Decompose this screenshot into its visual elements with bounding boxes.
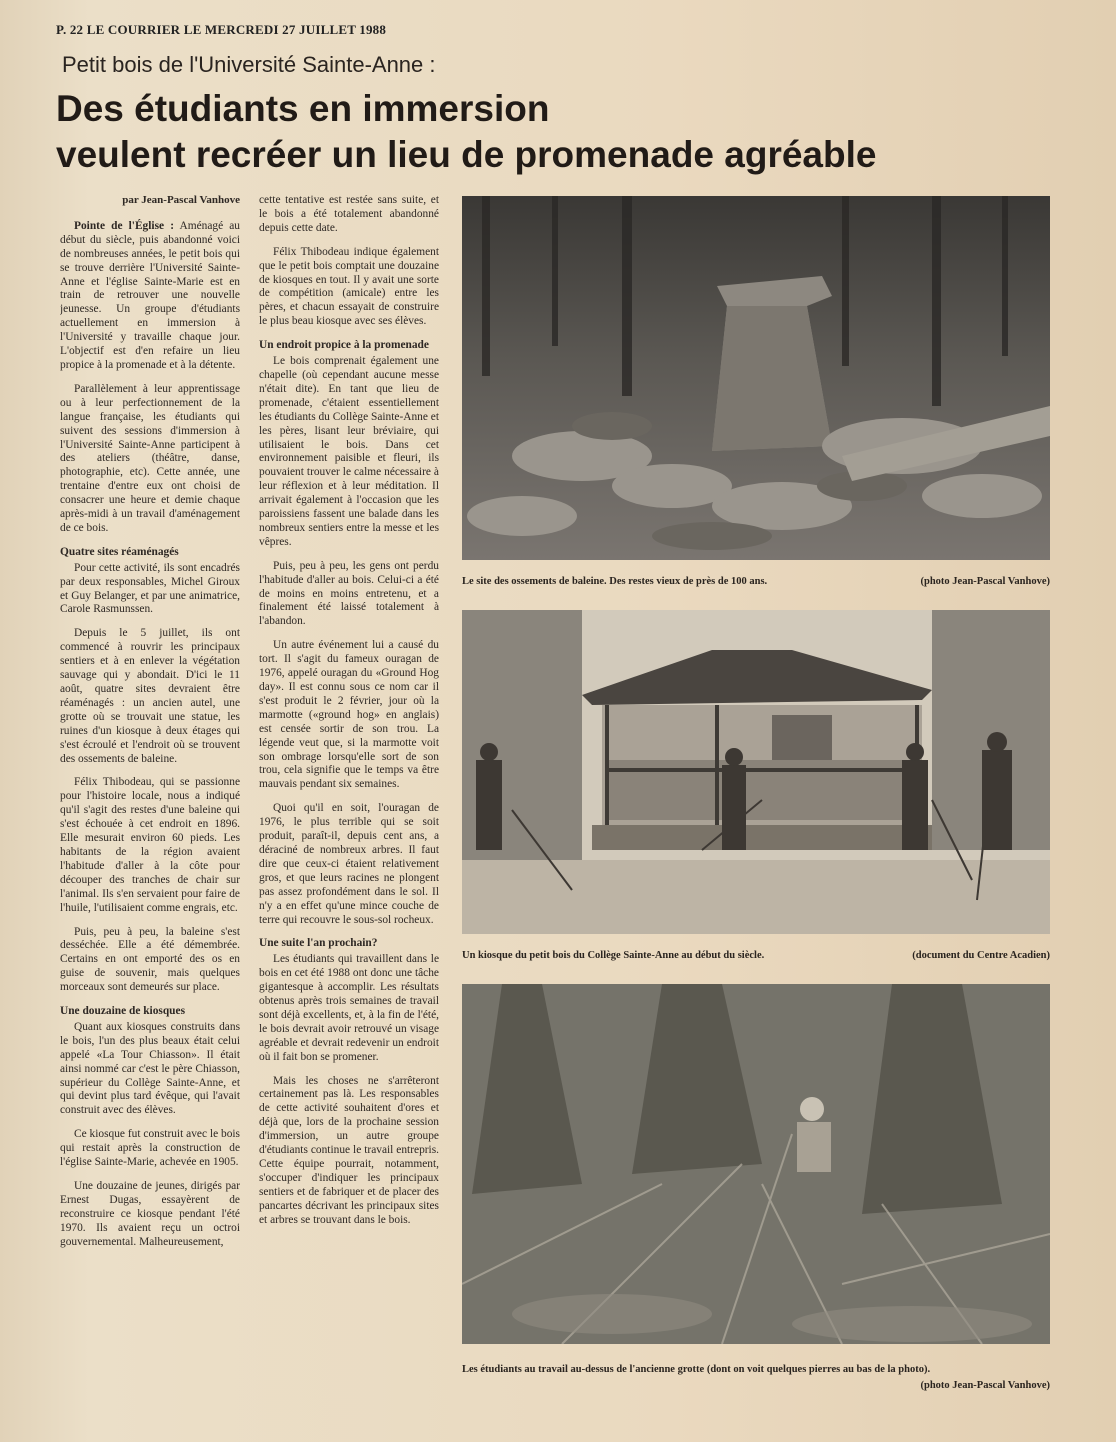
paragraph: Mais les choses ne s'arrêteront certainement pas là. Les responsables de cette activité souhaitent d'ores et déjà que, lors de la prochaine session d'immersion, un autre groupe d'étudiants continue le travail entrepris. Cette équipe pourrait, notamment, s'occuper d'indiquer les principaux sentiers et de fabriquer et de placer des pancartes décrivant les principaux sites et arbres se trouvant dans le bois. — [259, 1074, 439, 1226]
byline: par Jean-Pascal Vanhove — [122, 194, 240, 206]
subhead: Une suite l'an prochain? — [259, 937, 378, 950]
paragraph: Puis, peu à peu, la baleine s'est desséchée. Elle a été démembrée. Certains en ont emporté des os en guise de souvenir, mais quelques morceaux sont demeurés sur place. — [60, 925, 240, 994]
subhead: Quatre sites réaménagés — [60, 545, 179, 558]
paragraph: Ce kiosque fut construit avec le bois qui restait après la construction de l'église Sainte-Marie, achevée en 1905. — [60, 1128, 240, 1169]
photo-whale-bones — [462, 196, 1050, 560]
headline — [56, 86, 1056, 178]
paragraph: Parallèlement à leur apprentissage ou à leur perfectionnement de la langue française, les étudiants qui suivent des sessions d'immersion à l'Université Sainte-Anne participent à des ateliers (théâtre, danse, photographie, etc). Cette année, une trentaine d'entre eux ont choisi de consacrer une heure et demie chaque après-midi à un travail d'aménagement de ce bois. — [60, 382, 240, 534]
caption-text: Les étudiants au travail au-dessus de l'ancienne grotte (dont on voit quelques pierres au bas de la photo). — [462, 1364, 931, 1375]
photo-kiosk — [462, 610, 1050, 934]
subhead: Une douzaine de kiosques — [60, 1005, 186, 1018]
paragraph: Félix Thibodeau indique également que le petit bois comptait une douzaine de kiosques en tout. Il y avait une sorte de compétition (amicale) entre les pères, et chacun essayait de construire le plus beau kiosque avec ses élèves. — [259, 245, 439, 328]
headline-line-1: Des étudiants en immersion — [56, 88, 550, 129]
lead-paragraph: Pointe de l'Église : Aménagé au début du siècle, puis abandonné voici de nombreuses années, le petit bois qui se trouve derrière l'Université Sainte-Anne et l'église Sainte-Marie est en train de retrouver une nouvelle jeunesse. Un groupe d'étudiants actuellement en immersion à l'Université y travaille chaque jour. L'objectif est d'en refaire un lieu propice à la promenade et à la détente. — [60, 219, 240, 371]
paragraph: Le bois comprenait également une chapelle (où cependant aucune messe n'était dite). En tant que lieu de promenade, c'étaient essentiellement les étudiants du Collège Sainte-Anne et les pères, lisant leur bréviaire, qui utilisaient le bois. Dans cet environnement paisible et fleuri, ils pouvaient trouver le calme nécessaire à leur réflexion et à leur méditation. Il arrivait également à l'occasion que les paroissiens fassent une balade dans les nombreux sentiers entre la messe et les vêpres. — [259, 355, 439, 548]
paragraph: Une douzaine de jeunes, dirigés par Ernest Dugas, essayèrent de reconstruire ce kiosque pendant l'été 1970. Ils avaient reçu un octroi gouvernemental. Malheureusement, — [60, 1180, 240, 1248]
photo-caption — [462, 576, 1050, 587]
photo-caption — [462, 950, 1050, 961]
article-column-1 — [60, 194, 240, 1394]
paragraph: Quoi qu'il en soit, l'ouragan de 1976, le plus terrible qui se soit produit, paraît-il, depuis cent ans, a déraciné de nombreux arbres. Il faut dire que ceux-ci étaient relativement gros, et que leurs racines ne plongent pas assez profondément dans le sol. Il n'y a en effet qu'une mince couche de terre qui recouvre le sous-sol rocheux. — [259, 802, 439, 926]
article-column-2 — [259, 194, 439, 1394]
masthead: P. 22 LE COURRIER LE MERCREDI 27 JUILLET 1988 — [56, 22, 387, 37]
photo-credit: (photo Jean-Pascal Vanhove) — [920, 1380, 1050, 1391]
dateline: Pointe de l'Église : — [74, 219, 174, 232]
paragraph: cette tentative est restée sans suite, et le bois a été totalement abandonné depuis cette date. — [259, 194, 439, 234]
paragraph: Pour cette activité, ils sont encadrés par deux responsables, Michel Giroux et Guy Belanger, et par une animatrice, Carole Rasmunssen. — [60, 561, 240, 616]
paragraph: Les étudiants qui travaillent dans le bois en cet été 1988 ont donc une tâche gigantesque à accomplir. Les résultats obtenus après trois semaines de travail sont déjà excellents, et, à la fin de l'été, le bois devrait avoir retrouvé un visage agréable et devrait redevenir un endroit où il fait bon se promener. — [259, 953, 439, 1063]
subhead: Un endroit propice à la promenade — [259, 339, 429, 352]
photo-caption — [462, 1364, 1050, 1391]
paragraph: Un autre événement lui a causé du tort. Il s'agit du fameux ouragan de 1976, appelé ouragan du «Ground Hog day». Il est connu sous ce nom car il s'est produit le 2 février, jour où la marmotte («ground hog» en anglais) est censée sortir de son trou. La légende veut que, si la marmotte voit son ombrage lorsqu'elle sort de son trou, cela signifie que le temps va être mauvais pendant six semaines. — [259, 639, 439, 791]
caption-text: Un kiosque du petit bois du Collège Sainte-Anne au début du siècle. — [462, 950, 765, 961]
headline-line-2: veulent recréer un lieu de promenade agréable — [56, 134, 877, 175]
photo-credit: (document du Centre Acadien) — [912, 950, 1050, 961]
paragraph: Depuis le 5 juillet, ils ont commencé à rouvrir les principaux sentiers et à en enlever la végétation sauvage qui y abondait. D'ici le 11 août, quatre sites devraient être réaménagés : un ancien autel, une grotte où se trouvait une statue, les ruines d'un kiosque à deux étages qui s'est écroulé et l'endroit où se trouvent des ossements de baleine. — [60, 627, 240, 765]
photo-credit: (photo Jean-Pascal Vanhove) — [920, 576, 1050, 587]
paragraph: Quant aux kiosques construits dans le bois, l'un des plus beaux était celui appelé «La Tour Chiasson». Il était ainsi nommé car c'est le père Chiasson, supérieur du Collège Sainte-Anne, et qui devint plus tard évêque, qui l'avait construit avec des élèves. — [60, 1020, 240, 1117]
kicker: Petit bois de l'Université Sainte-Anne : — [62, 52, 436, 77]
caption-text: Le site des ossements de baleine. Des restes vieux de près de 100 ans. — [462, 576, 768, 587]
paragraph: Puis, peu à peu, les gens ont perdu l'habitude d'aller au bois. Celui-ci a été de moins en moins entretenu, et a finalement été laissé totalement à l'abandon. — [259, 559, 439, 628]
paragraph: Félix Thibodeau, qui se passionne pour l'histoire locale, nous a indiqué qu'il s'agit des restes d'une baleine qui s'est échouée à cet endroit en 1896. Elle mesurait environ 60 pieds. Les habitants de la région avaient l'habitude d'aller à la côte pour découper des tranches de chair sur l'animal. Ils s'en servaient pour faire de l'huile, l'utilisaient comme engrais, etc. — [60, 776, 240, 914]
photo-students-working — [462, 984, 1050, 1344]
